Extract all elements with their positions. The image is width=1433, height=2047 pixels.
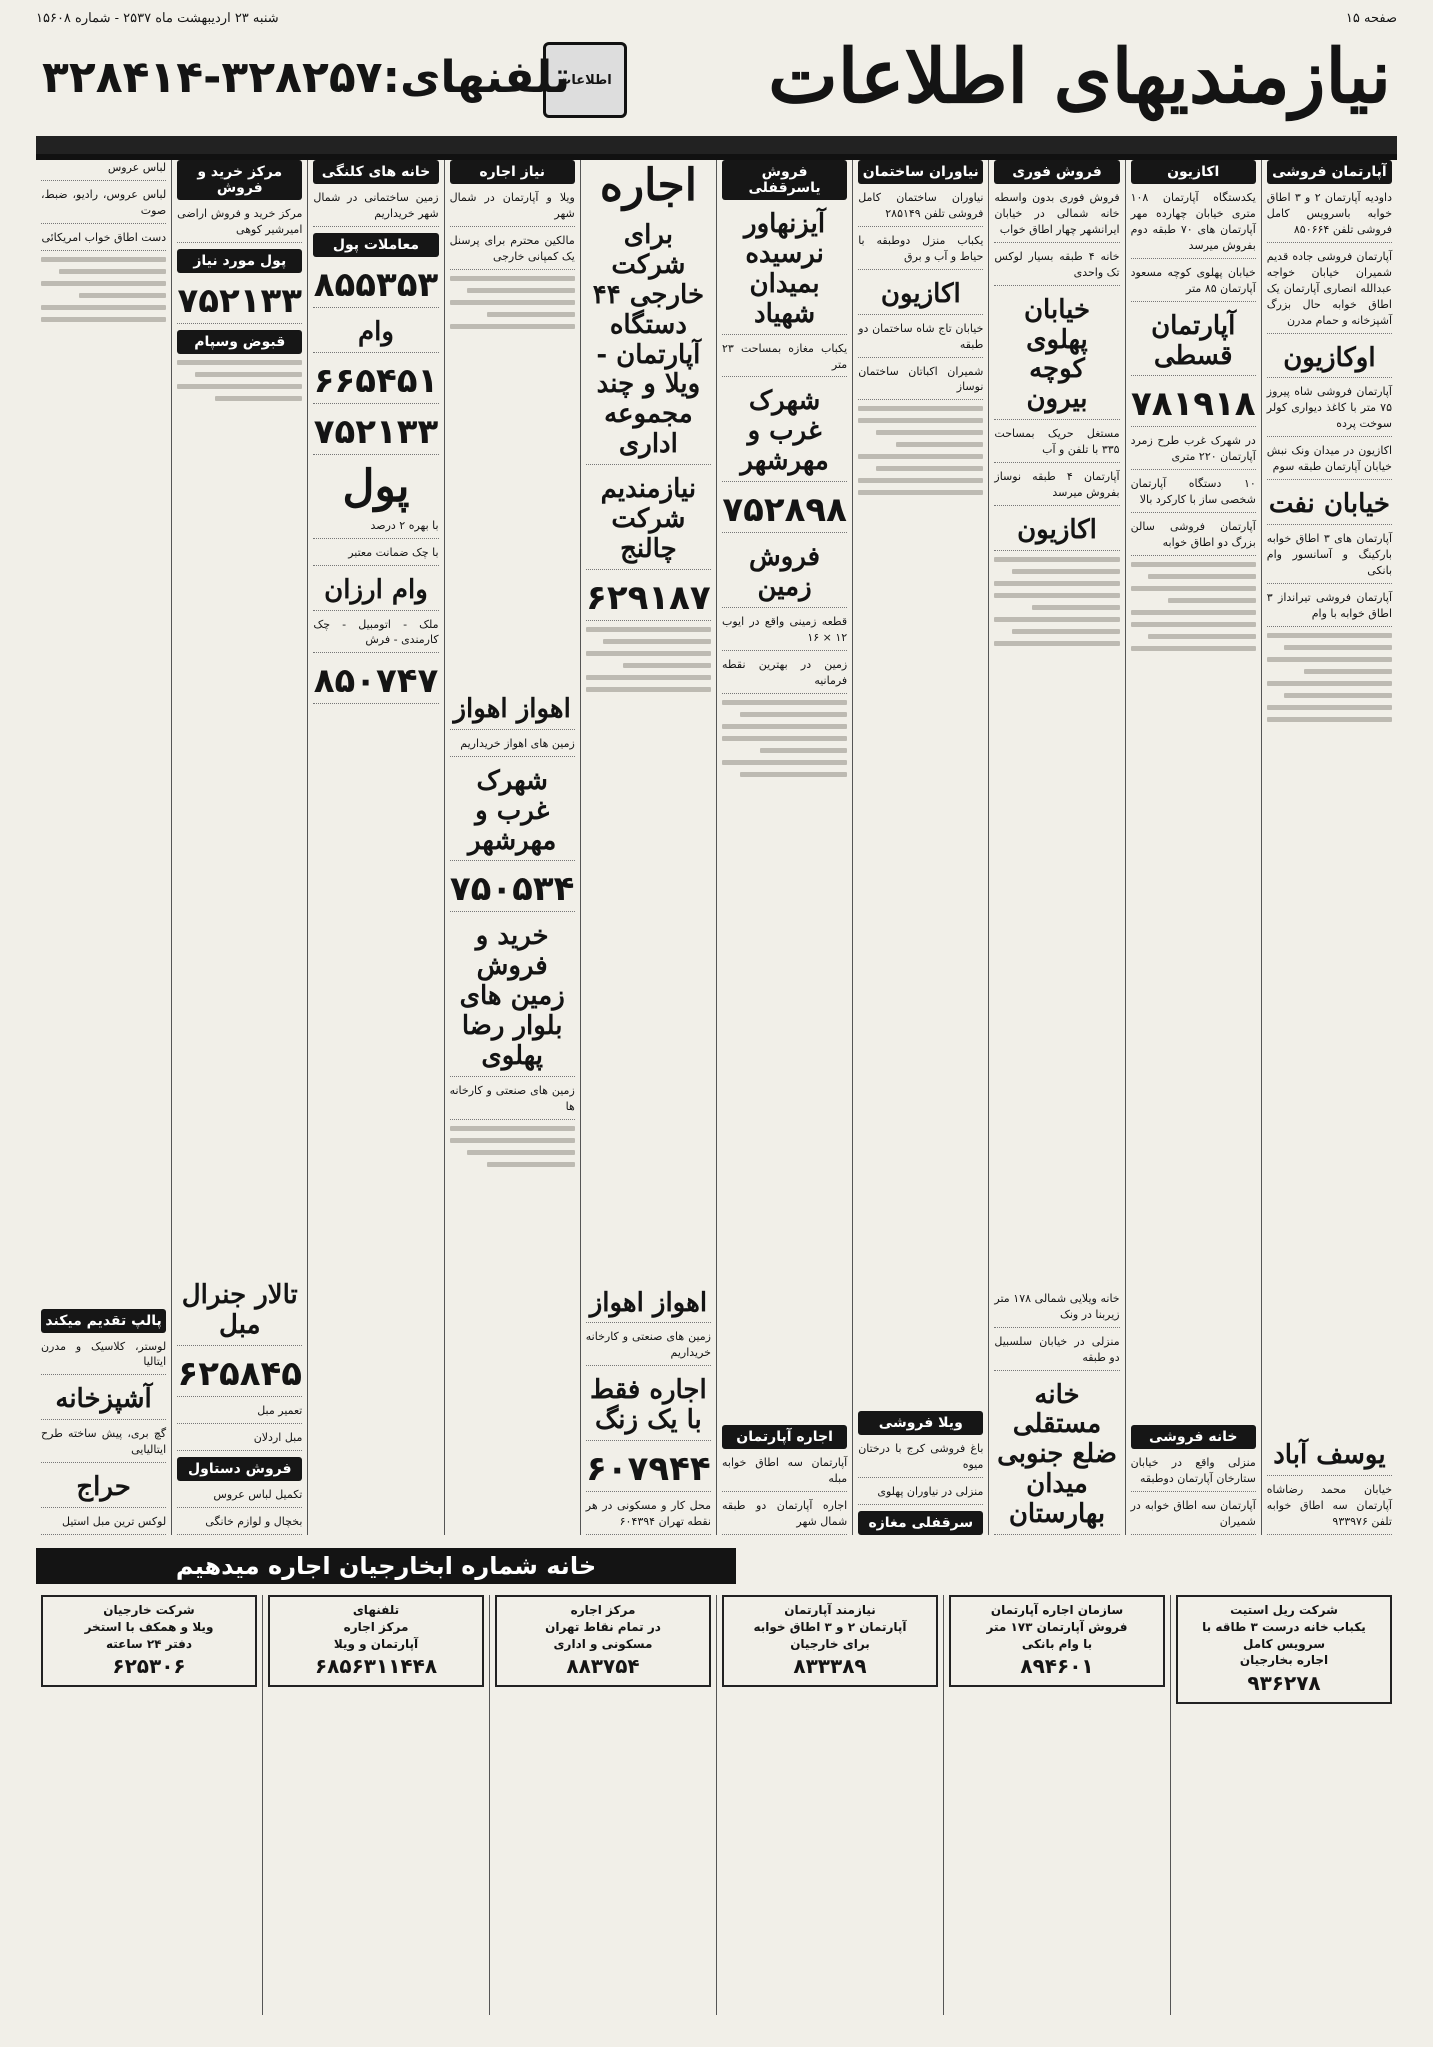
display-ad-5 [262,1595,489,2015]
display-ad-line: در تمام نقاط تهران [545,1619,661,1634]
ad-headline: آیزنهاور نرسیده بمیدان شهیاد [722,206,847,335]
section-header: فروش دستاول [177,1457,302,1481]
ad-headline: یوسف آباد [1267,1437,1392,1476]
ad-phone-number: ۶۶۵۴۵۱ [313,359,438,404]
classified-ad: لوستر، کلاسیک و مدرن ایتالیا [41,1339,166,1376]
newspaper-title: نیازمندیهای اطلاعات [768,34,1391,120]
section-header: اجاره آپارتمان [722,1425,847,1449]
ad-headline: خرید و فروش زمین های بلوار رضا پهلوی [450,918,575,1076]
column-5 [716,160,852,1535]
foreign-rental-banner: خانه شماره ابخارجیان اجاره میدهیم [36,1548,736,1584]
ad-headline: تالار جنرال مبل [177,1277,302,1346]
classified-ad: لوکس ترین مبل استیل [41,1514,166,1535]
classified-ad: لباس عروس، رادیو، ضبط، صوت [41,187,166,224]
display-ad-title: تلفنهای [352,1603,400,1617]
column-2 [1125,160,1261,1535]
classified-ad: باغ فروشی کرج با درختان میوه [858,1441,983,1478]
ad-headline: اهواز اهواز [586,1285,711,1324]
column-4 [852,160,988,1535]
classified-ad: زمین های صنعتی و کارخانه خریداریم [586,1329,711,1366]
text-filler [1131,562,1256,1419]
classified-ad: آپارتمان فروشی شاه پیروز ۷۵ متر با کاغذ دیواری کولر سوخت پرده [1267,384,1392,437]
display-ad-phone: ۶۲۵۳۰۶ [112,1654,186,1679]
classified-ad: منزلی در نیاوران پهلوی [858,1484,983,1505]
column-header: فروش یاسرقفلی [722,160,847,200]
display-ad-phone: ۶۸۵۶۳۱۱۴۴۸ [314,1654,438,1679]
ad-headline: وام ارزان [313,572,438,611]
classified-ad: آپارتمان سه اطاق خوابه مبله [722,1455,847,1492]
display-ad-title: مرکز اجاره [570,1603,636,1617]
display-ad-3 [716,1595,943,2015]
classified-ad: اکازیون در میدان ونک نبش خیابان آپارتمان طبقه سوم [1267,443,1392,480]
classified-ad: فروش فوری بدون واسطه خانه شمالی در خیابان ایرانشهر چهار اطاق خواب [994,190,1119,243]
text-filler [450,1126,575,1535]
classified-ad: در شهرک غرب طرح زمرد آپارتمان ۲۲۰ متری [1131,433,1256,470]
classified-columns [36,160,1397,1535]
column-header: نیاوران ساختمان [858,160,983,184]
section-header: قبوض وسپام [177,330,302,354]
classified-ad: با بهره ۲ درصد [313,518,438,539]
masthead-band [36,136,1397,154]
classified-ad: یکدستگاه آپارتمان ۱۰۸ متری خیابان چهارده مهر آپارتمان های ۷۰ طبقه دوم بفروش میرسد [1131,190,1256,259]
ad-headline: آشپزخانه [41,1381,166,1420]
classified-ad: یکباب منزل دوطبقه با حیاط و آب و برق [858,233,983,270]
ad-headline: اکازیون [858,276,983,315]
ad-headline: خیابان نفت [1267,486,1392,525]
display-ad-line: اجاره بخارجیان [1239,1653,1329,1668]
column-6 [580,160,716,1535]
display-ad-title: شرکت ریل استیت [1230,1603,1338,1617]
ad-headline: خانه مستقلی ضلع جنوبی میدان بهارستان [994,1377,1119,1535]
classified-ad: نیاوران ساختمان کامل فروشی تلفن ۲۸۵۱۴۹ [858,190,983,227]
column-header: خانه های کلنگی [313,160,438,184]
classified-ad: بخچال و لوازم خانگی [177,1514,302,1535]
ad-phone-number: ۷۸۱۹۱۸ [1131,382,1256,427]
classified-ad: مالکین محترم برای پرسنل یک کمپانی خارجی [450,233,575,270]
ad-headline: وام [313,314,438,353]
ad-phone-number: ۸۵۰۷۴۷ [313,659,438,704]
display-ad-line: آپارتمان ۲ و ۳ اطاق خوابه [753,1619,907,1634]
classified-ad: آپارتمان ۴ طبقه نوساز بفروش میرسد [994,469,1119,506]
column-header: فروش فوری [994,160,1119,184]
classified-ad: قطعه زمینی واقع در ایوب ۱۲ × ۱۶ [722,614,847,651]
display-ad-title: سازمان اجاره آپارتمان [990,1603,1124,1617]
ad-headline: پول [342,460,410,512]
text-filler [994,557,1119,1285]
display-ad-line: فروش آپارتمان ۱۷۳ متر [986,1619,1128,1634]
display-ad-line: مرکز اجاره [343,1619,409,1634]
section-header: خانه فروشی [1131,1425,1256,1449]
text-filler [177,360,302,1272]
classified-ad: مبل اردلان [177,1430,302,1451]
classified-ad: گچ بری، پیش ساخته طرح ایتالیایی [41,1426,166,1463]
bottom-display-ads [36,1595,1397,2015]
ad-phone-number: ۸۵۵۳۵۳ [313,263,438,308]
classified-ad: لباس عروس [41,160,166,181]
ad-headline: آپارتمان قسطی [1131,308,1256,377]
ad-phone-number: ۷۵۲۱۳۳ [177,279,302,324]
page-number: صفحه ۱۵ [1345,10,1397,26]
ad-phone-number: ۶۲۵۸۴۵ [177,1352,302,1397]
classified-ad: منزلی واقع در خیابان ستارخان آپارتمان دوطبقه [1131,1455,1256,1492]
ad-phone-number: ۷۵۰۵۳۴ [450,867,575,912]
display-ad-2 [943,1595,1170,2015]
classified-ad: آپارتمان های ۳ اطاق خوابه بارکینگ و آسانسور وام بانکی [1267,531,1392,584]
display-ad-box [268,1595,484,1687]
column-header: اکازیون [1131,160,1256,184]
display-ad-box [495,1595,711,1687]
ad-phone-number: ۷۵۲۱۳۳ [313,410,438,455]
display-ad-4 [489,1595,716,2015]
classified-ad: تعمیر مبل [177,1403,302,1424]
column-7 [444,160,580,1535]
display-ad-phone: ۸۸۳۷۵۴ [566,1654,640,1679]
classified-ad: مرکز خرید و فروش اراضی امیرشیر کوهی [177,206,302,243]
ad-headline: شهرک غرب و مهرشهر [450,763,575,862]
masthead [36,34,1397,160]
display-ad-line: ویلا و همکف با استخر [84,1619,214,1634]
display-ad-line: برای خارجیان [790,1636,870,1651]
classified-ad: زمین های صنعتی و کارخانه ها [450,1083,575,1120]
ad-headline: اوکازیون [1267,340,1392,379]
classified-ad: یکباب مغازه بمساحت ۲۳ متر [722,341,847,378]
classified-ad: آپارتمان فروشی جاده قدیم شمیران خیابان خواجه عبدالله انصاری آپارتمان یک اطاق خوابه حال بزرگ آشپزخانه و حمام مدرن [1267,249,1392,334]
display-ad-phone: ۹۳۶۲۷۸ [1247,1671,1321,1696]
classified-ad: زمین در بهترین نقطه فرمانیه [722,657,847,694]
ad-headline: اکازیون [994,512,1119,551]
text-filler [41,257,166,1303]
display-ad-phone: ۸۹۴۶۰۱ [1020,1654,1094,1679]
classified-ad: زمین های اهواز خریداریم [450,736,575,757]
text-filler [858,406,983,1405]
newspaper-logo: اطلاعات [543,42,627,118]
text-filler [1267,633,1392,1432]
section-header: ویلا فروشی [858,1411,983,1435]
ad-headline: حراج [41,1469,166,1508]
classified-ad: با چک ضمانت معتبر [313,545,438,566]
column-header: آپارتمان فروشی [1267,160,1392,184]
classified-ad: خانه ۴ طبقه بسیار لوکس تک واحدی [994,249,1119,286]
classified-ad: تکمیل لباس عروس [177,1487,302,1508]
classified-ad: دست اطاق خواب امریکائی [41,230,166,251]
display-ad-line: با وام بانکی [1021,1636,1093,1651]
ad-headline: برای شرکت خارجی ۴۴ دستگاه آپارتمان - ویلا و چند مجموعه اداری [586,217,711,465]
section-header: پول مورد نیاز [177,249,302,273]
display-ad-line: یکباب خانه درست ۳ طاقه با سرویس کامل [1202,1619,1366,1651]
classified-ad: خیابان محمد رضاشاه آپارتمان سه اطاق خوابه تلفن ۹۳۳۹۷۶ [1267,1482,1392,1535]
ad-headline: خیابان پهلوی کوچه بیرون [994,292,1119,421]
display-ad-box [41,1595,257,1687]
page-header-line [36,6,1397,30]
classified-ad: خانه ویلایی شمالی ۱۷۸ متر زیربنا در ونک [994,1291,1119,1328]
column-3 [988,160,1124,1535]
ad-phone-number: ۶۲۹۱۸۷ [586,576,711,621]
column-8 [307,160,443,1535]
section-header: سرقفلی مغازه [858,1511,983,1535]
classified-ad: آپارتمان سه اطاق خوابه در شمیران [1131,1498,1256,1535]
classified-ad: شمیران اکباتان ساختمان نوساز [858,364,983,401]
classified-ad: آپارتمان فروشی سالن بزرگ دو اطاق خوابه [1131,519,1256,556]
classified-ad: ۱۰ دستگاه آپارتمان شخصی ساز با کارکرد بالا [1131,476,1256,513]
text-filler [722,700,847,1420]
display-ad-box [722,1595,938,1687]
column-header: نیاز اجاره [450,160,575,184]
display-ad-title: شرکت خارجیان [103,1603,195,1617]
ad-headline: شهرک غرب و مهرشهر [722,383,847,482]
column-header: مرکز خرید و فروش [177,160,302,200]
ad-headline: اجاره فقط با یک زنگ [586,1372,711,1441]
display-ad-6 [36,1595,262,2015]
masthead-phones: تلفنهای:۳۲۸۲۵۷-۳۲۸۴۱۴ [42,52,571,103]
ad-headline: فروش زمین [722,539,847,608]
display-ad-line: آپارتمان و ویلا [333,1636,419,1651]
classified-ad: محل کار و مسکونی در هر نقطه تهران ۶۰۴۳۹۴ [586,1498,711,1535]
display-ad-line: مسکونی و اداری [553,1636,653,1651]
display-ad-phone: ۸۳۳۳۸۹ [793,1654,867,1679]
column-1 [1261,160,1397,1535]
section-header: پالپ تقدیم میکند [41,1309,166,1333]
display-ad-1 [1170,1595,1397,2015]
classified-ad: اجاره آپارتمان دو طبقه شمال شهر [722,1498,847,1535]
display-ad-title: نیازمند آپارتمان [784,1603,876,1617]
display-ad-line: دفتر ۲۴ ساعته [105,1636,193,1651]
ad-phone-number: ۷۵۲۸۹۸ [722,488,847,533]
display-ad-box [949,1595,1165,1687]
classified-ad: داودیه آپارتمان ۲ و ۳ اطاق خوابه باسرویس کامل فروشی تلفن ۸۵۰۶۶۴ [1267,190,1392,243]
text-filler [450,276,575,685]
ad-phone-number: ۶۰۷۹۴۴ [586,1447,711,1492]
display-ad-box [1176,1595,1392,1704]
classified-ad: ملک - اتومبیل - چک کارمندی - فرش [313,617,438,654]
text-filler [586,627,711,1279]
classified-ad: زمین ساختمانی در شمال شهر خریداریم [313,190,438,227]
column-9 [171,160,307,1535]
classified-ad: خیابان پهلوی کوچه مسعود آپارتمان ۸۵ متر [1131,265,1256,302]
column-10 [36,160,171,1535]
ad-headline: اهواز اهواز [450,691,575,730]
classified-ad: منزلی در خیابان سلسبیل دو طبقه [994,1334,1119,1371]
classified-ad: ویلا و آپارتمان در شمال شهر [450,190,575,227]
ad-headline: اجاره [599,160,697,211]
classified-ad: آپارتمان فروشی تیرانداز ۳ اطاق خوابه با وام [1267,590,1392,627]
issue-date: شنبه ۲۳ اردیبهشت ماه ۲۵۳۷ - شماره ۱۵۶۰۸ [36,10,279,26]
ad-headline: نیازمندیم شرکت چالنج [586,471,711,570]
classified-ad: خیابان تاج شاه ساختمان دو طبقه [858,321,983,358]
classified-ad: مستغل حریک بمساحت ۳۳۵ با تلفن و آب [994,426,1119,463]
section-header: معاملات پول [313,233,438,257]
